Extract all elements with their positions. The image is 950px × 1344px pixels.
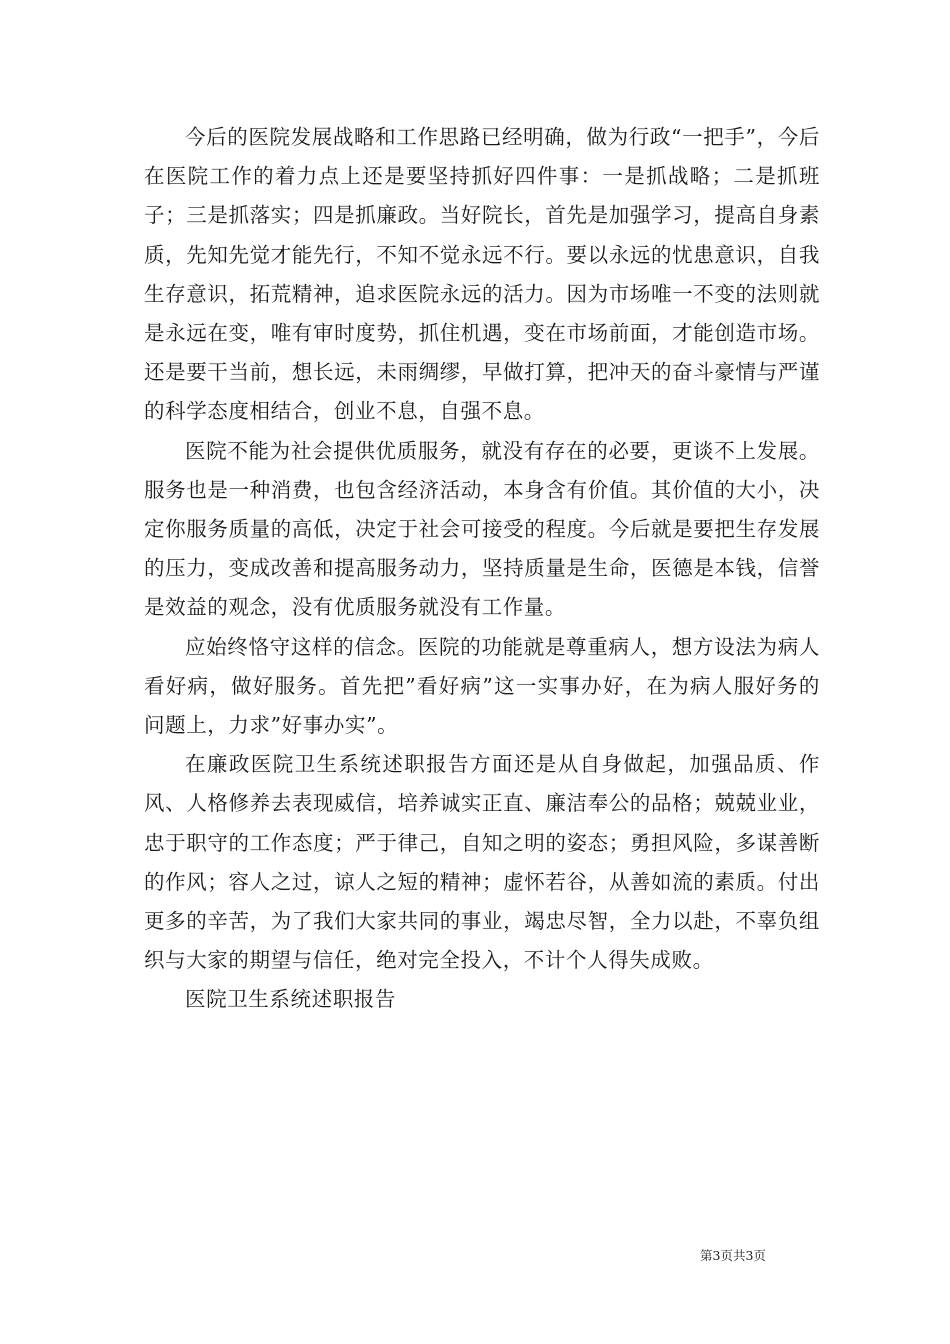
document-body	[144, 118, 820, 1020]
report-title-line: 医院卫生系统述职报告	[185, 987, 396, 1012]
page-number-footer: 第3页共3页	[700, 1248, 766, 1263]
paragraph-belief: 应始终恪守这样的信念。医院的功能就是尊重病人，想方设法为病人看好病，做好服务。首先把”看好病”这一实事办好，在为病人服好务的问题上，力求”好事办实”。	[144, 634, 820, 738]
paragraph-service: 医院不能为社会提供优质服务，就没有存在的必要，更谈不上发展。服务也是一种消费，也包含经济活动，本身含有价值。其价值的大小，决定你服务质量的高低，决定于社会可接受的程度。今后就是要把生存发展的压力，变成改善和提高服务动力，坚持质量是生命，医德是本钱，信誉是效益的观念，没有优质服务就没有工作量。	[144, 438, 820, 620]
paragraph-strategy: 今后的医院发展战略和工作思路已经明确，做为行政“一把手”，今后在医院工作的着力点上还是要坚持抓好四件事：一是抓战略；二是抓班子；三是抓落实；四是抓廉政。当好院长，首先是加强学习，提高自身素质，先知先觉才能先行，不知不觉永远不行。要以永远的忧患意识，自我生存意识，拓荒精神，追求医院永远的活力。因为市场唯一不变的法则就是永远在变，唯有审时度势，抓住机遇，变在市场前面，才能创造市场。还是要干当前，想长远，未雨绸缪，早做打算，把冲天的奋斗豪情与严谨的科学态度相结合，创业不息，自强不息。	[144, 125, 820, 424]
paragraph-integrity: 在廉政医院卫生系统述职报告方面还是从自身做起，加强品质、作风、人格修养去表现威信，培养诚实正直、廉洁奉公的品格；兢兢业业，忠于职守的工作态度；严于律己，自知之明的姿态；勇担风险，多谋善断的作风；容人之过，谅人之短的精神；虚怀若谷，从善如流的素质。付出更多的辛苦，为了我们大家共同的事业，竭忠尽智，全力以赴，不辜负组织与大家的期望与信任，绝对完全投入，不计个人得失成败。	[144, 752, 820, 973]
